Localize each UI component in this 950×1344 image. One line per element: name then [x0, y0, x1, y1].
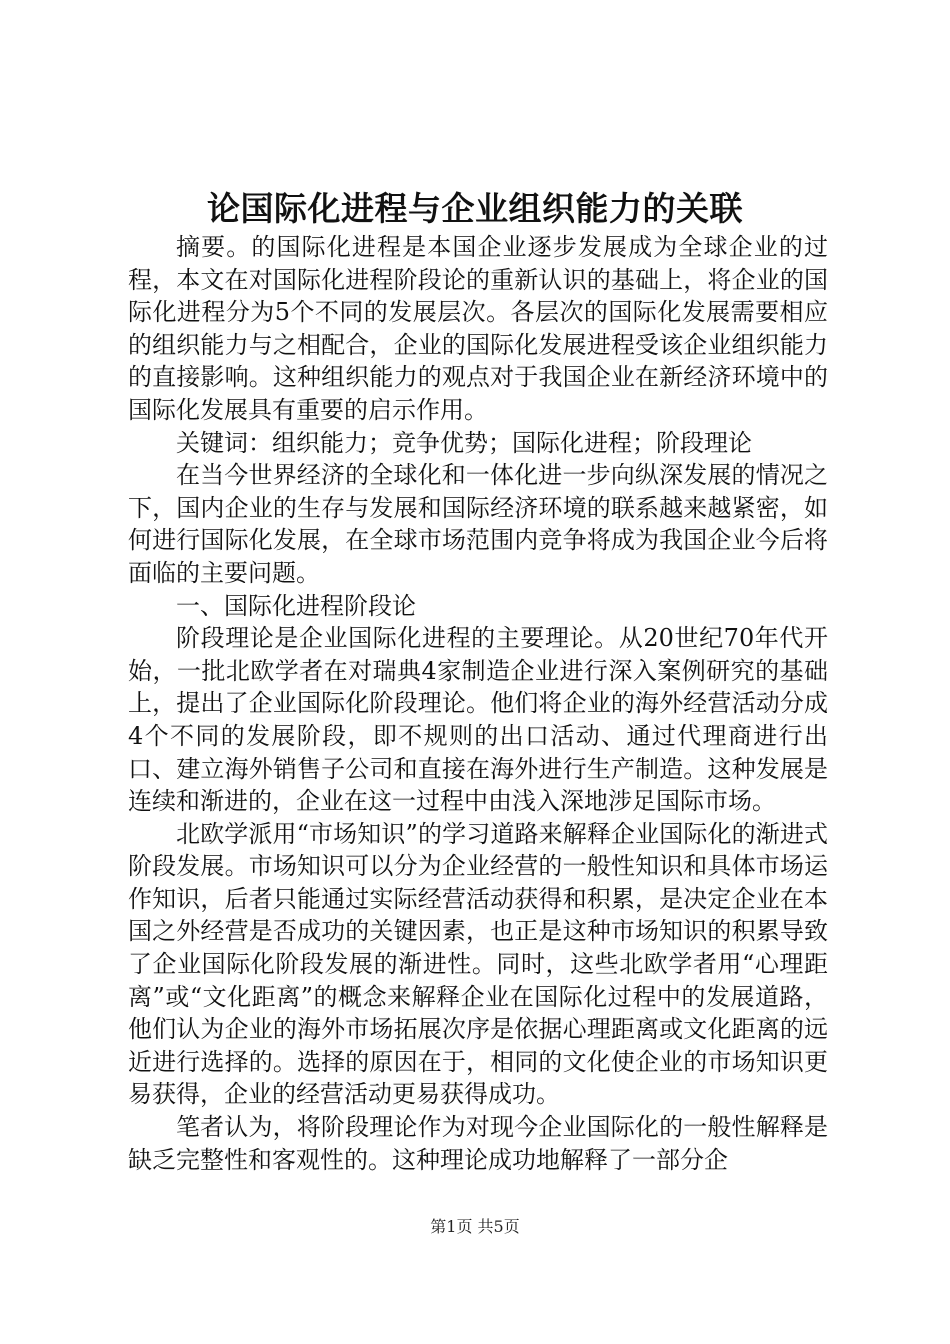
body-paragraph: 阶段理论是企业国际化进程的主要理论。从20世纪70年代开始，一批北欧学者在对瑞典4家制造企业进行深入案例研究的基础上，提出了企业国际化阶段理论。他们将企业的海外经营活动分成4个不同的发展阶段，即不规则的出口活动、通过代理商进行出口、建立海外销售子公司和直接在海外进行生产制造。这种发展是连续和渐进的，企业在这一过程中由浅入深地涉足国际市场。 — [128, 624, 828, 816]
intro-paragraph: 在当今世界经济的全球化和一体化进一步向纵深发展的情况之下，国内企业的生存与发展和国际经济环境的联系越来越紧密，如何进行国际化发展，在全球市场范围内竞争将成为我国企业今后将面临的主要问题。 — [128, 461, 828, 587]
body-paragraph: 北欧学派用“市场知识”的学习道路来解释企业国际化的渐进式阶段发展。市场知识可以分为企业经营的一般性知识和具体市场运作知识，后者只能通过实际经营活动获得和积累，是决定企业在本国之外经营是否成功的关键因素，也正是这种市场知识的积累导致了企业国际化阶段发展的渐进性。同时，这些北欧学者用“心理距离”或“文化距离”的概念来解释企业在国际化过程中的发展道路，他们认为企业的海外市场拓展次序是依据心理距离或文化距离的远近进行选择的。选择的原因在于，相同的文化使企业的市场知识更易获得，企业的经营活动更易获得成功。 — [128, 819, 828, 1109]
document-body — [128, 231, 828, 1176]
page-footer: 第1页 共5页 — [430, 1217, 520, 1236]
keywords-paragraph: 关键词：组织能力；竞争优势；国际化进程；阶段理论 — [176, 428, 752, 457]
body-paragraph: 笔者认为，将阶段理论作为对现今企业国际化的一般性解释是缺乏完整性和客观性的。这种理论成功地解释了一部分企 — [128, 1113, 828, 1174]
document-title: 论国际化进程与企业组织能力的关联 — [207, 189, 743, 228]
section-heading: 一、国际化进程阶段论 — [176, 591, 416, 620]
abstract-paragraph: 摘要。的国际化进程是本国企业逐步发展成为全球企业的过程，本文在对国际化进程阶段论的重新认识的基础上，将企业的国际化进程分为5个不同的发展层次。各层次的国际化发展需要相应的组织能力与之相配合，企业的国际化发展进程受该企业组织能力的直接影响。这种组织能力的观点对于我国企业在新经济环境中的国际化发展具有重要的启示作用。 — [128, 233, 828, 424]
